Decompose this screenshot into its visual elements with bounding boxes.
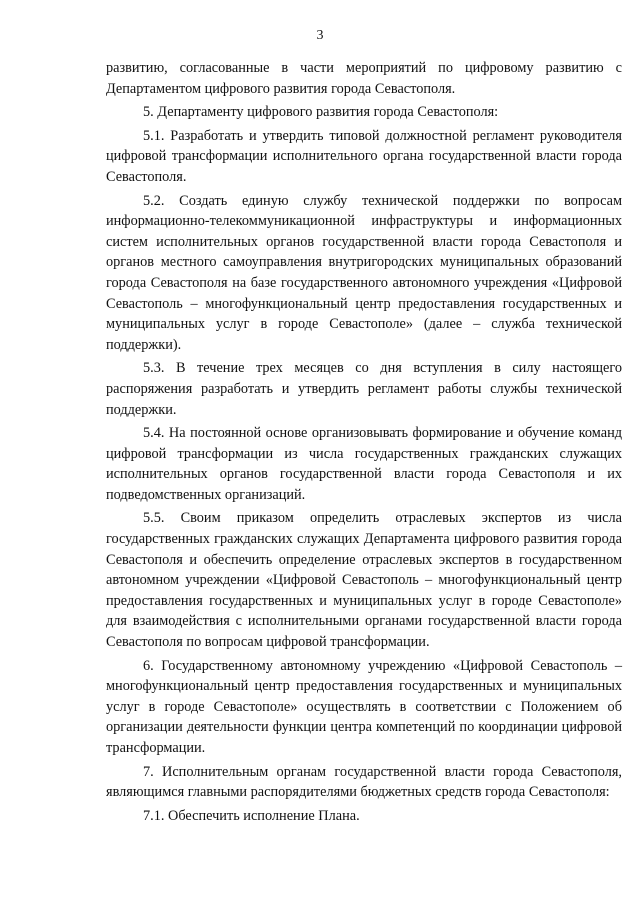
paragraph-6: 6. Государственному автономному учреждению «Цифровой Севастополь – многофункциональный центр предоставления государственных и муниципальных услуг в городе Севастополе» осуществлять в соответствии с Положением об организации деятельности функции центра компетенций по координации цифровой трансформации. [106, 657, 622, 756]
document-body [106, 58, 622, 829]
paragraph-5: 5. Департаменту цифрового развития города Севастополя: [143, 104, 499, 121]
paragraph-7-1: 7.1. Обеспечить исполнение Плана. [143, 807, 360, 824]
paragraph-5-1: 5.1. Разработать и утвердить типовой должностной регламент руководителя цифровой трансформации исполнительного органа государственной власти города Севастополя. [106, 127, 622, 185]
paragraph-5-4: 5.4. На постоянной основе организовывать формирование и обучение команд цифровой трансформации из числа государственных гражданских служащих исполнительных органов государственной власти города Севастополя и их подведомственных организаций. [106, 425, 622, 503]
paragraph-5-3: 5.3. В течение трех месяцев со дня вступления в силу настоящего распоряжения разработать и утвердить регламент работы службы технической поддержки. [106, 360, 622, 418]
page-number: 3 [316, 28, 324, 43]
paragraph-continuation: развитию, согласованные в части мероприятий по цифровому развитию с Департаментом цифрового развития города Севастополя. [106, 60, 622, 97]
paragraph-7: 7. Исполнительным органам государственной власти города Севастополя, являющимся главными распорядителями бюджетных средств города Севастополя: [106, 763, 622, 801]
paragraph-5-2: 5.2. Создать единую службу технической поддержки по вопросам информационно-телекоммуникационной инфраструктуры и информационных систем исполнительных органов государственной власти города Севастополя и органов местного самоуправления внутригородских муниципальных образований города Севастополя на базе государственного автономного учреждения «Цифровой Севастополь – многофункциональный центр предоставления государственных и муниципальных услуг в городе Севастополе» (далее – служба технической поддержки). [106, 192, 622, 353]
paragraph-5-5: 5.5. Своим приказом определить отраслевых экспертов из числа государственных гражданских служащих Департамента цифрового развития города Севастополя и обеспечить определение отраслевых экспертов в государственном автономном учреждении «Цифровой Севастополь – многофункциональный центр предоставления государственных и муниципальных услуг в городе Севастополе» для взаимодействия с исполнительными органами государственной власти города Севастополя по вопросам цифровой трансформации. [106, 510, 622, 651]
